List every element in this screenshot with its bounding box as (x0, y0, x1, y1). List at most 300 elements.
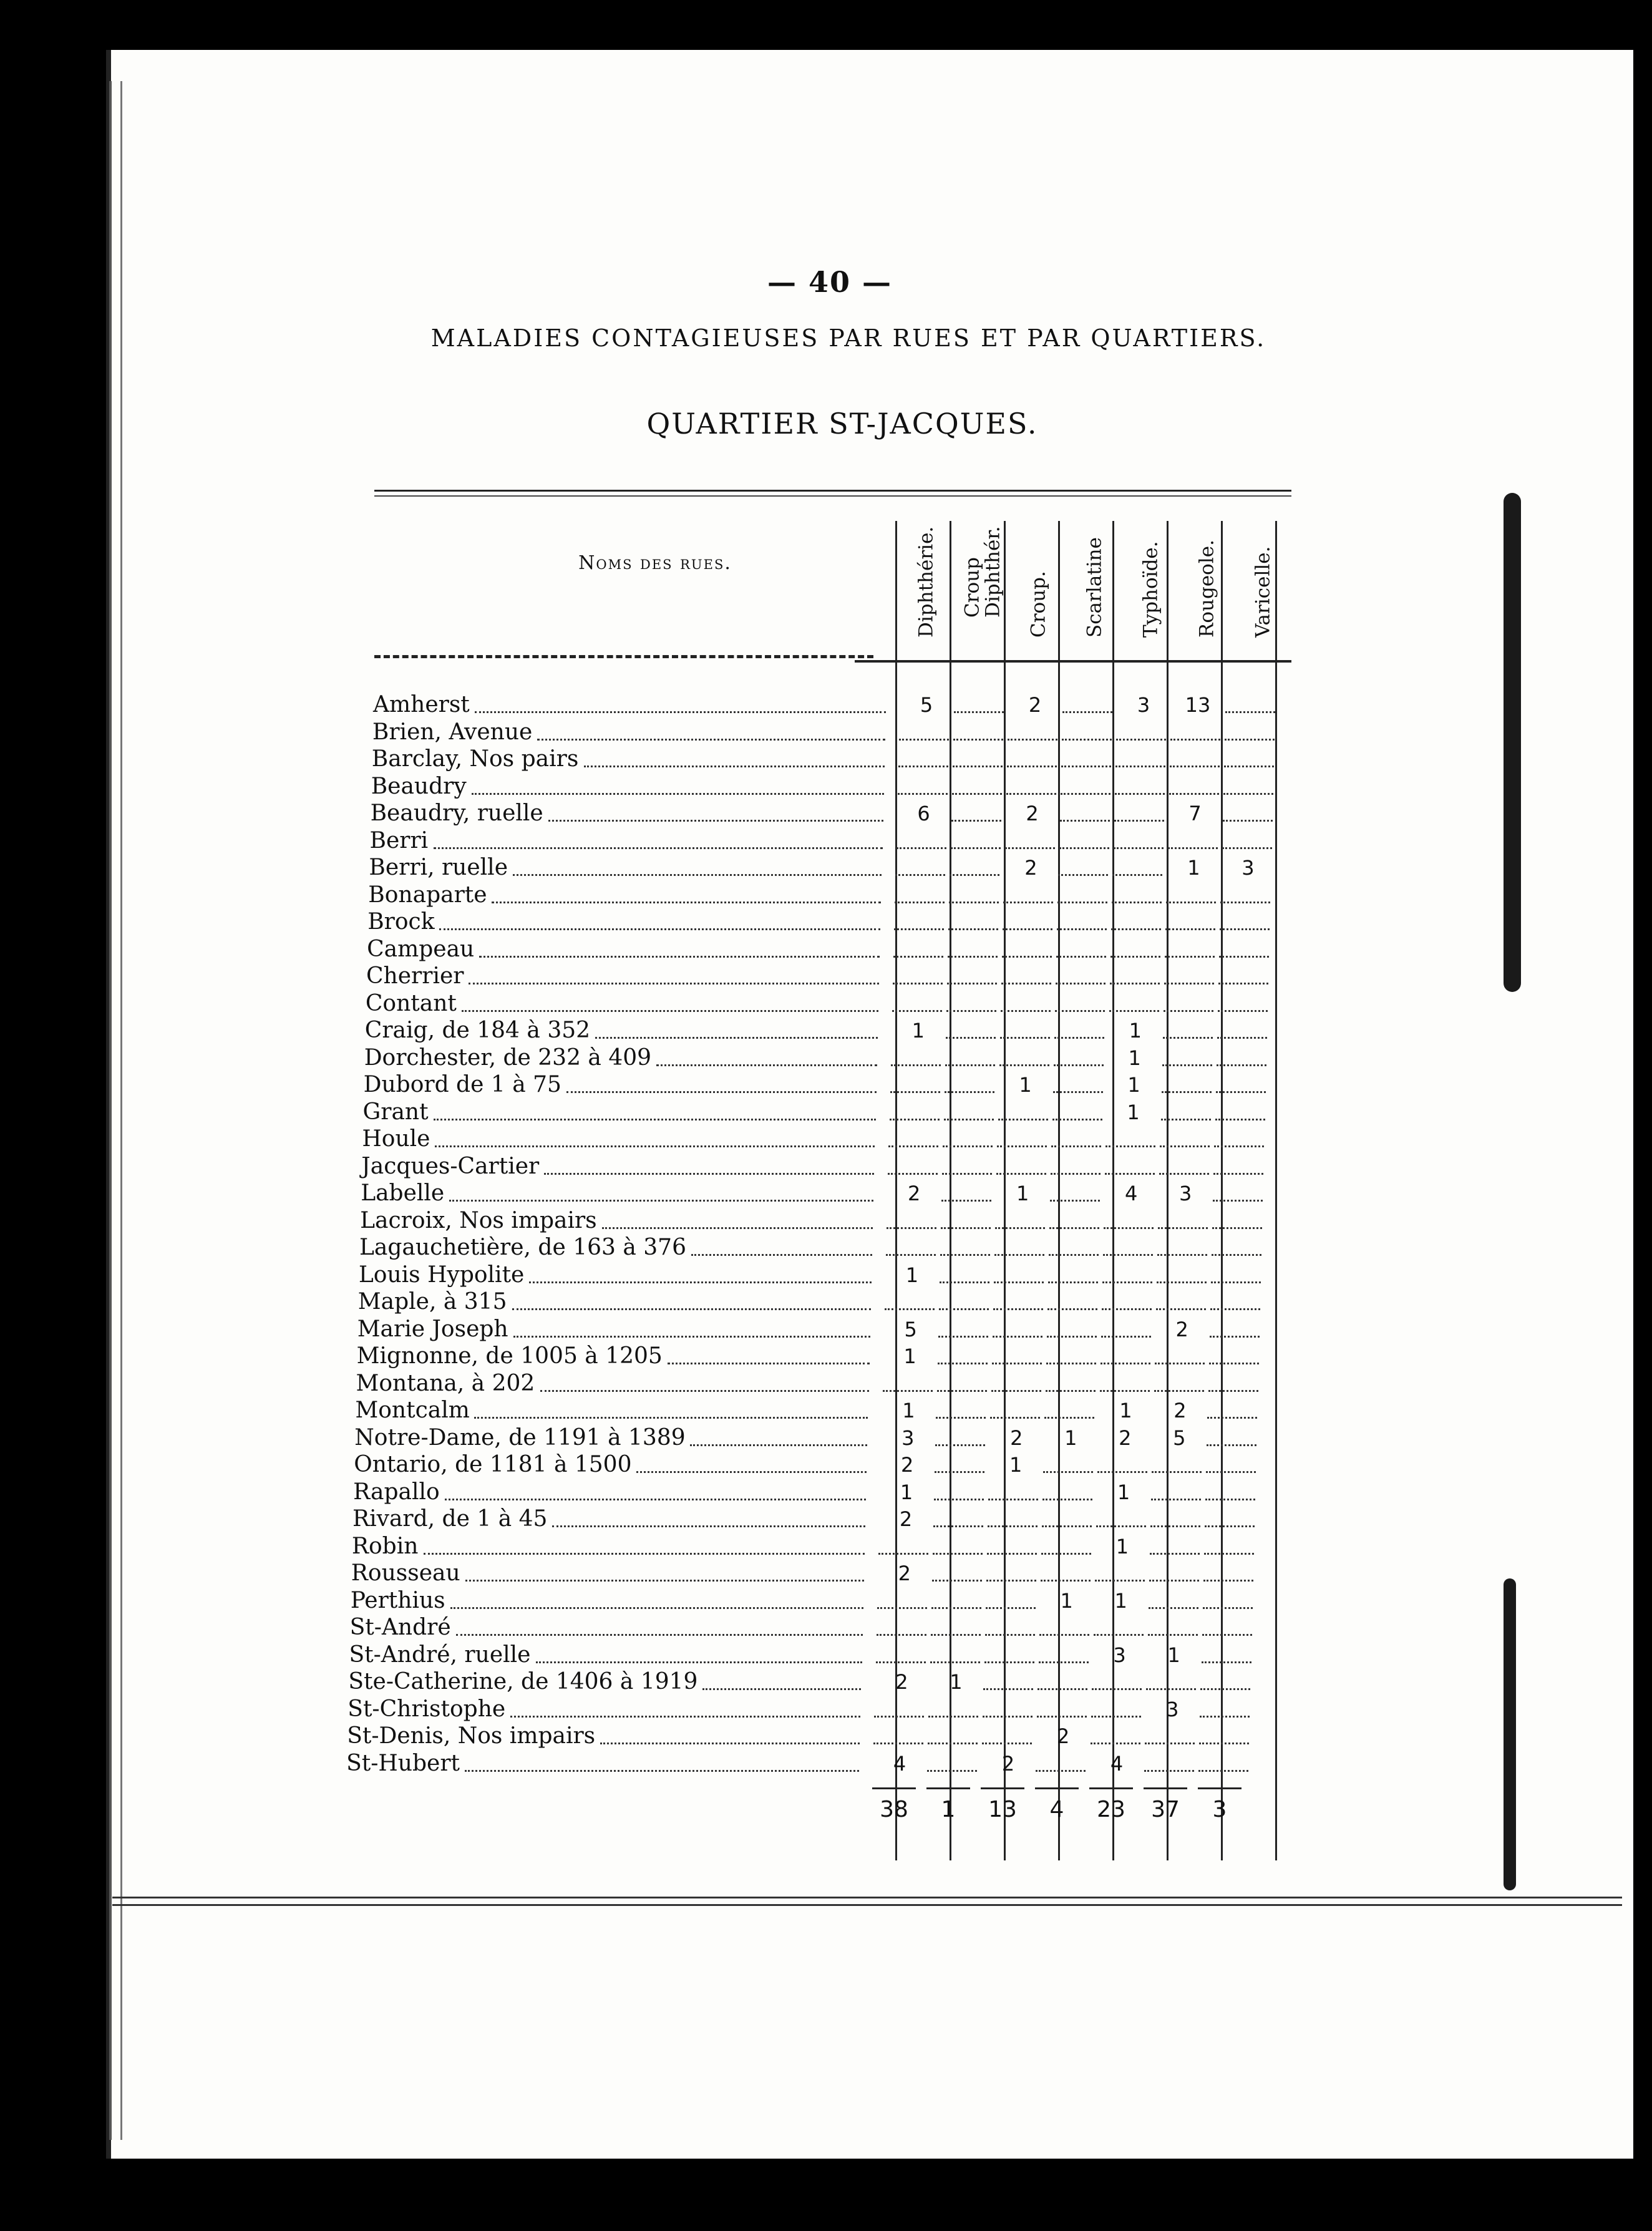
empty-cell (1225, 739, 1275, 741)
empty-cell (1047, 1336, 1097, 1338)
empty-cell (1165, 928, 1215, 930)
street-name (371, 775, 467, 798)
case-count: 1 (1064, 1426, 1077, 1450)
empty-cell (1091, 1716, 1141, 1718)
leader-dots (465, 1770, 859, 1772)
empty-cell (1102, 1281, 1152, 1283)
leader-dots (475, 711, 886, 713)
empty-cell (1159, 1173, 1209, 1175)
bottom-rule (112, 1897, 1622, 1898)
empty-cell (1054, 1037, 1104, 1039)
page-number: — 40 — (767, 265, 893, 299)
column-total: 13 (988, 1797, 1017, 1822)
street-label: Dubord de 1 à 75 (363, 1072, 561, 1097)
street-label: Montana, à 202 (356, 1370, 535, 1396)
empty-cell (1220, 928, 1270, 930)
empty-cell (996, 1173, 1046, 1175)
street-name (360, 1207, 597, 1233)
street-name (356, 1370, 535, 1396)
empty-cell (1057, 902, 1107, 903)
empty-cell (887, 1227, 936, 1229)
street-name (347, 1725, 595, 1747)
empty-cell (876, 1661, 926, 1663)
case-count: 2 (1026, 802, 1039, 825)
empty-cell (931, 1607, 981, 1609)
case-count: 1 (1119, 1399, 1132, 1422)
street-name (369, 857, 508, 879)
leader-dots (434, 847, 883, 849)
leader-dots (513, 1336, 870, 1338)
empty-cell (935, 1444, 985, 1446)
empty-cell (1160, 1145, 1210, 1147)
case-count: 2 (1175, 1317, 1188, 1341)
case-count: 2 (899, 1507, 913, 1531)
empty-cell (1150, 1525, 1200, 1527)
leader-dots (513, 874, 882, 876)
empty-cell (999, 1064, 1049, 1066)
empty-cell (954, 711, 1004, 713)
empty-cell (1048, 1281, 1098, 1283)
empty-cell (944, 1119, 994, 1120)
empty-cell (953, 739, 1003, 741)
street-name (351, 1562, 460, 1585)
empty-cell (1211, 1281, 1261, 1283)
empty-cell (885, 1308, 935, 1310)
empty-cell (1220, 902, 1270, 903)
header-rule (374, 655, 873, 658)
empty-cell (950, 874, 999, 876)
sum-rule (1089, 1787, 1133, 1789)
empty-cell (1148, 1634, 1198, 1636)
sum-rule (872, 1787, 916, 1789)
empty-cell (1158, 1227, 1208, 1229)
empty-cell (1116, 739, 1166, 741)
empty-cell (1204, 1553, 1254, 1555)
empty-cell (1054, 1064, 1104, 1066)
case-count: 3 (901, 1426, 915, 1450)
empty-cell (1162, 1064, 1212, 1066)
leader-dots (668, 1363, 870, 1364)
street-label: Notre-Dame, de 1191 à 1389 (354, 1424, 686, 1451)
street-name (371, 802, 543, 825)
street-label: Lagauchetière, de 163 à 376 (359, 1235, 686, 1260)
empty-cell (1205, 1525, 1255, 1527)
empty-cell (890, 1119, 940, 1120)
street-label: St-Denis, Nos impairs (347, 1723, 596, 1749)
empty-cell (1042, 1525, 1092, 1527)
empty-cell (1168, 847, 1218, 849)
leader-dots (537, 739, 885, 741)
column-header-label: Varicelle. (1251, 546, 1275, 638)
empty-cell (888, 1145, 938, 1147)
leader-dots (472, 793, 884, 795)
empty-cell (949, 902, 999, 903)
empty-cell (1105, 1173, 1155, 1175)
empty-cell (953, 766, 1003, 767)
empty-cell (1046, 1363, 1096, 1364)
case-count: 2 (1001, 1751, 1015, 1776)
case-count: 2 (898, 1562, 911, 1585)
leader-dots (450, 1607, 863, 1609)
empty-cell (1163, 1037, 1213, 1039)
street-label: Brock (367, 909, 435, 935)
empty-cell (993, 1308, 1043, 1310)
street-name (346, 1752, 460, 1775)
empty-cell (1037, 1688, 1087, 1690)
page-subtitle: QUARTIER ST-JACQUES. (646, 407, 1038, 440)
street-name (366, 965, 464, 988)
street-name (354, 1424, 686, 1451)
empty-cell (877, 1634, 926, 1636)
case-count: 3 (1113, 1643, 1126, 1667)
empty-cell (933, 1525, 983, 1527)
column-header-label: Diphthérie. (915, 527, 938, 638)
street-name (358, 1291, 507, 1313)
case-count: 3 (1137, 693, 1150, 717)
empty-cell (1001, 1010, 1051, 1012)
empty-cell (1222, 847, 1272, 849)
empty-cell (1164, 983, 1214, 984)
empty-cell (878, 1553, 928, 1555)
case-count: 5 (1173, 1426, 1186, 1450)
leader-dots (449, 1200, 873, 1202)
empty-cell (994, 1254, 1044, 1256)
empty-cell (1114, 820, 1164, 822)
empty-cell (1165, 956, 1215, 958)
leader-dots (465, 1580, 864, 1582)
column-header (955, 515, 1011, 658)
empty-cell (1214, 1145, 1264, 1147)
case-count: 1 (1127, 1073, 1140, 1097)
empty-cell (938, 1363, 988, 1364)
empty-cell (1149, 1607, 1198, 1609)
empty-cell (946, 1037, 996, 1039)
leader-dots (552, 1525, 865, 1527)
street-label: Mignonne, de 1005 à 1205 (356, 1343, 663, 1369)
column-total: 23 (1097, 1797, 1125, 1822)
empty-cell (1055, 1010, 1105, 1012)
empty-cell (1203, 1580, 1253, 1582)
empty-cell (1061, 793, 1110, 795)
column-total: 1 (941, 1797, 956, 1822)
empty-cell (898, 766, 948, 767)
street-name (363, 1101, 429, 1124)
empty-cell (895, 902, 945, 903)
empty-cell (1057, 928, 1107, 930)
case-count: 1 (1117, 1480, 1130, 1504)
empty-cell (1207, 1444, 1256, 1446)
street-name (350, 1616, 451, 1639)
empty-cell (1152, 1471, 1202, 1473)
case-count: 3 (1166, 1697, 1179, 1721)
empty-cell (1216, 1091, 1266, 1093)
empty-cell (886, 1254, 936, 1256)
column-header (1067, 515, 1123, 658)
empty-cell (1205, 1499, 1255, 1500)
case-count: 1 (1129, 1019, 1142, 1043)
binding-strap-lower (1504, 1578, 1516, 1890)
case-count: 2 (1028, 693, 1042, 717)
street-name (369, 827, 429, 853)
empty-cell (991, 1390, 1041, 1392)
empty-cell (983, 1716, 1032, 1718)
column-header-label: Croup. (1027, 571, 1050, 638)
empty-cell (1199, 1743, 1249, 1744)
empty-cell (982, 1743, 1032, 1744)
sum-rule (926, 1787, 970, 1789)
street-name (357, 1318, 508, 1341)
empty-cell (1155, 1363, 1205, 1364)
case-count: 2 (895, 1670, 908, 1694)
empty-cell (1041, 1580, 1091, 1582)
empty-cell (1224, 766, 1274, 767)
empty-cell (1002, 956, 1052, 958)
empty-cell (1094, 1634, 1144, 1636)
street-label: Marie Joseph (357, 1316, 508, 1342)
case-count: 7 (1188, 802, 1202, 825)
column-divider (1221, 521, 1223, 1860)
street-label: Berri, ruelle (369, 855, 508, 880)
street-name (358, 1261, 525, 1288)
empty-cell (984, 1661, 1034, 1663)
empty-cell (1091, 1743, 1140, 1744)
case-count: 13 (1185, 693, 1211, 717)
leader-dots (512, 1308, 871, 1310)
street-label: Rivard, de 1 à 45 (352, 1506, 548, 1532)
empty-cell (951, 847, 1001, 849)
empty-cell (1110, 956, 1160, 958)
column-header-label: Rougeole. (1195, 540, 1218, 638)
case-count: 4 (893, 1751, 906, 1776)
street-label: Robin (351, 1533, 419, 1559)
empty-cell (1217, 1064, 1266, 1066)
leader-dots (690, 1444, 867, 1446)
empty-cell (997, 1145, 1047, 1147)
case-count: 2 (1173, 1399, 1187, 1422)
empty-cell (1046, 1390, 1096, 1392)
empty-cell (1206, 1471, 1256, 1473)
street-label: Lacroix, Nos impairs (360, 1207, 597, 1233)
empty-cell (1210, 1336, 1260, 1338)
empty-cell (988, 1525, 1037, 1527)
empty-cell (1007, 766, 1057, 767)
empty-cell (1100, 1390, 1150, 1392)
empty-cell (927, 1770, 977, 1772)
street-name (365, 990, 457, 1016)
column-header-label: Scarlatine (1083, 537, 1106, 638)
empty-cell (932, 1580, 982, 1582)
leader-dots (479, 956, 880, 958)
empty-cell (1115, 766, 1165, 767)
street-name (373, 694, 470, 716)
street-label: Rousseau (351, 1560, 460, 1586)
empty-cell (1112, 874, 1162, 876)
street-name (372, 748, 579, 770)
empty-cell (1112, 902, 1162, 903)
leader-dots (445, 1499, 866, 1500)
empty-cell (1102, 1308, 1152, 1310)
empty-cell (1157, 1281, 1207, 1283)
empty-cell (1052, 1119, 1102, 1120)
column-header (1179, 515, 1235, 658)
sum-rule (1198, 1787, 1241, 1789)
empty-cell (1051, 1145, 1101, 1147)
case-count: 1 (950, 1670, 963, 1694)
empty-cell (1170, 739, 1220, 741)
case-count: 5 (920, 693, 933, 717)
empty-cell (1209, 1363, 1259, 1364)
column-header-label: Typhoïde. (1139, 541, 1162, 638)
empty-cell (1217, 1037, 1267, 1039)
empty-cell (1198, 1770, 1248, 1772)
leader-dots (544, 1173, 874, 1175)
empty-cell (898, 793, 948, 795)
header-rule-right (855, 660, 1291, 663)
street-label: Contant (365, 990, 457, 1016)
empty-cell (1036, 1770, 1086, 1772)
sum-rule (1144, 1787, 1187, 1789)
empty-cell (1170, 766, 1220, 767)
empty-cell (1039, 1634, 1089, 1636)
street-name (357, 1345, 663, 1368)
street-label: Beaudry, ruelle (370, 800, 543, 826)
empty-cell (1202, 1634, 1252, 1636)
case-count: 2 (1010, 1426, 1023, 1450)
empty-cell (945, 1064, 995, 1066)
case-count: 4 (1125, 1182, 1138, 1205)
empty-cell (939, 1308, 989, 1310)
empty-cell (896, 847, 946, 849)
street-name (348, 1671, 697, 1693)
empty-cell (1200, 1716, 1250, 1718)
empty-cell (1103, 1254, 1153, 1256)
empty-cell (983, 1688, 1033, 1690)
empty-cell (940, 1254, 990, 1256)
column-header (1235, 515, 1291, 658)
empty-cell (933, 1553, 983, 1555)
empty-cell (993, 1336, 1042, 1338)
leader-dots (434, 1119, 876, 1120)
street-label: Ste-Catherine, de 1406 à 1919 (348, 1669, 698, 1694)
column-divider (950, 521, 951, 1860)
case-count: 1 (1115, 1534, 1129, 1558)
column-header (898, 515, 955, 658)
leader-dots (691, 1254, 872, 1256)
empty-cell (1110, 983, 1160, 984)
empty-cell (941, 1200, 991, 1202)
empty-cell (1215, 1119, 1265, 1120)
leader-dots (439, 928, 880, 930)
empty-cell (1003, 902, 1053, 903)
empty-cell (942, 1173, 992, 1175)
empty-cell (1115, 793, 1165, 795)
column-total: 37 (1151, 1797, 1180, 1822)
empty-cell (1000, 1037, 1050, 1039)
empty-cell (1049, 1227, 1099, 1229)
case-count: 1 (1127, 1100, 1140, 1124)
empty-cell (988, 1499, 1038, 1500)
empty-cell (936, 1417, 986, 1419)
empty-cell (952, 793, 1002, 795)
streets-column-header: Noms des rues. (578, 552, 732, 574)
case-count: 1 (902, 1399, 915, 1422)
empty-cell (992, 1363, 1042, 1364)
empty-cell (943, 1145, 993, 1147)
case-count: 4 (1110, 1751, 1124, 1776)
street-name (349, 1641, 531, 1668)
street-name (354, 1454, 631, 1476)
street-label: Cherrier (366, 963, 464, 989)
empty-cell (934, 1499, 984, 1500)
street-name (364, 1044, 652, 1071)
empty-cell (1060, 820, 1110, 822)
street-name (347, 1698, 505, 1721)
street-name (361, 1182, 444, 1205)
empty-cell (1062, 739, 1112, 741)
leader-dots (548, 820, 883, 822)
leader-dots (474, 1417, 868, 1419)
empty-cell (940, 1281, 989, 1283)
street-name (365, 1019, 590, 1042)
empty-cell (986, 1607, 1036, 1609)
empty-cell (1146, 1688, 1196, 1690)
leader-dots (529, 1281, 872, 1283)
case-count: 1 (1114, 1588, 1127, 1613)
street-label: Craig, de 184 à 352 (364, 1018, 591, 1043)
street-label: St-André, ruelle (349, 1641, 531, 1668)
binding-strap (1504, 493, 1521, 992)
empty-cell (941, 1227, 991, 1229)
street-name (364, 1074, 561, 1096)
empty-cell (1218, 1010, 1268, 1012)
empty-cell (951, 820, 1001, 822)
case-count: 1 (1128, 1046, 1141, 1070)
street-name (367, 911, 434, 933)
leader-dots (602, 1227, 873, 1229)
empty-cell (1050, 1200, 1100, 1202)
empty-cell (1212, 1227, 1262, 1229)
empty-cell (893, 983, 943, 984)
empty-cell (1062, 711, 1112, 713)
empty-cell (1008, 739, 1057, 741)
empty-cell (895, 874, 945, 876)
empty-cell (899, 739, 949, 741)
case-count: 5 (904, 1317, 917, 1341)
empty-cell (985, 1634, 1035, 1636)
street-label: Grant (362, 1099, 429, 1125)
street-name (362, 1128, 430, 1150)
empty-cell (937, 1390, 987, 1392)
leader-dots (702, 1688, 861, 1690)
street-label: Berri (369, 827, 429, 853)
empty-cell (928, 1743, 978, 1744)
empty-cell (1213, 1173, 1263, 1175)
leader-dots (462, 1010, 878, 1012)
empty-cell (1041, 1553, 1091, 1555)
empty-cell (1101, 1363, 1150, 1364)
case-count: 1 (900, 1480, 913, 1504)
empty-cell (1145, 1743, 1195, 1744)
empty-cell (1095, 1580, 1145, 1582)
empty-cell (1006, 793, 1056, 795)
empty-cell (1109, 1010, 1159, 1012)
empty-cell (1096, 1525, 1146, 1527)
leader-dots (656, 1064, 877, 1066)
empty-cell (883, 1390, 933, 1392)
leader-dots (435, 1145, 875, 1147)
case-count: 1 (1019, 1073, 1032, 1097)
street-label: Louis Hypolite (358, 1261, 525, 1288)
